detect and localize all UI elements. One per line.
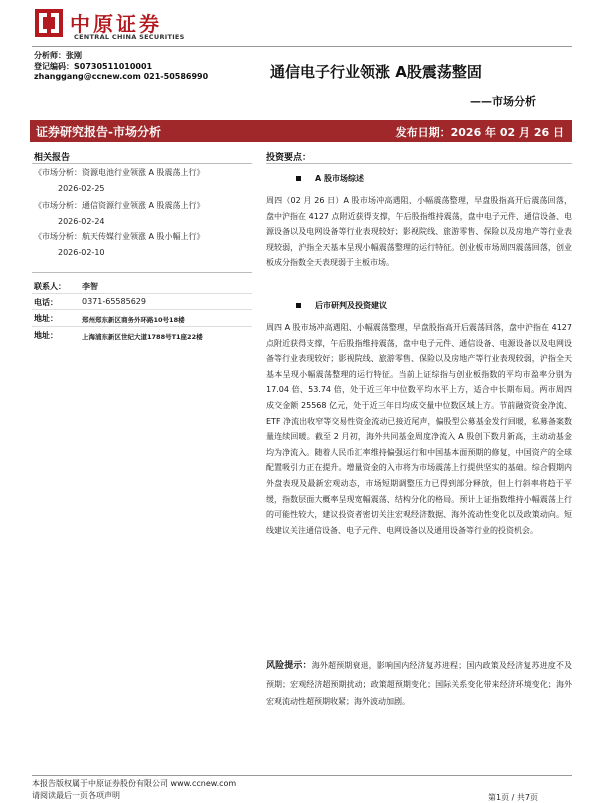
section2-title: 后市研判及投资建议 [315, 301, 387, 310]
report-subtitle: ——市场分析 [470, 95, 536, 108]
section-heading [296, 173, 364, 184]
square-bullet-icon [296, 303, 301, 308]
related-report-title: 《市场分析：航天传媒行业领涨 A 股小幅上行》 [34, 232, 205, 241]
header-divider [32, 46, 572, 47]
contact-row-divider [32, 309, 252, 310]
related-report-title: 《市场分析：通信资源行业领涨 A 股震荡上行》 [34, 201, 205, 210]
report-type: 证券研究报告-市场分析 [36, 125, 161, 139]
contact-address-shanghai: 上海浦东新区世纪大道1788号T1座22楼 [82, 333, 203, 341]
outlook-paragraph: 周四 A 股市场冲高遇阻、小幅震荡整理，早盘股指高开后震荡回落，盘中沪指在 4127 点附近获得支撑，午后股指维持震荡，盘中电子元件、通信设备、电源设备以及电网设备等行业表现较好；影视院线、旅游零售、保险以及房地产等行业表现较弱，沪指全天基本呈现小幅震荡整理的运行特征。当前上证综指与创业板指数的平均市盈率分别为 17.04 倍、53.74 倍，处于近三年中位数平均水平上方，适合中长期布局。两市周四成交金额 25568 亿元，处于近三年日均成交量中位数区域上方。节前融资资金净流、ETF 净流出收窄等交易性资金流动已接近尾声，偏股型公募基金发行回暖，私募备案数量连续回暖。截至 2 月初，海外共同基金周度净流入 A 股创下数月新高，主动动基金均为净流入。随着人民币汇率维持偏强运行和中国基本面预期的修复，中国资产的全球配置吸引力正在提升。增量资金的入市将为市场震荡上行提供坚实的基础。综合假期内外盘表现及最新宏观动态，市场短期调整压力已得到部分释放，但上行斜率将趋于平缓，指数层面大概率呈现宽幅震荡、结构分化的格局。预计上证指数维持小幅震荡上行的可能性较大，建议投资者密切关注宏观经济数据、海外流动性变化以及政策动向。短线建议关注通信设备、电子元件、电网设备以及通用设备等行业的投资机会。 [266, 323, 572, 535]
contact-person-label: 联系人： [34, 282, 66, 291]
related-report-item[interactable] [34, 229, 249, 261]
related-report-date: 2026-02-25 [58, 184, 105, 193]
related-reports-title: 相关报告 [34, 153, 71, 163]
disclaimer-notice: 请阅读最后一页各项声明 [32, 791, 120, 800]
copyright-notice: 本报告版权属于中原证券股份有限公司 www.ccnew.com [32, 779, 237, 788]
market-summary-paragraph: 周四（02 月 26 日）A 股市场冲高遇阻、小幅震荡整理，早盘股指高开后震荡回落，盘中沪指在 4127 点附近获得支撑，午后股指维持震荡，盘中电子元件、通信设备、电源设备以及电网设备等行业表现较好；影视院线、旅游零售、保险以及房地产等行业表现较弱，沪指全天基本呈现小幅震荡整理的运行特征。创业板市场周四震荡回落，创业板成分指数全天表现弱于主板市场。 [266, 196, 572, 268]
risk-warning [266, 657, 572, 711]
logo-english-text: CENTRAL CHINA SECURITIES [74, 33, 185, 41]
analyst-name: 分析师：张刚 [34, 51, 82, 60]
investment-highlights-title: 投资要点： [266, 153, 312, 163]
contact-row-divider [32, 326, 252, 327]
report-banner [30, 120, 572, 142]
contact-phone: 0371-65585629 [82, 297, 146, 306]
related-report-item[interactable] [34, 198, 249, 230]
publish-date: 发布日期：2026 年 02 月 26 日 [395, 126, 564, 139]
risk-label: 风险提示： [266, 661, 312, 671]
logo-chinese-text: 中原证券 [70, 12, 162, 36]
logo-mark-icon [34, 8, 64, 38]
section-heading [296, 300, 387, 311]
address-label: 地址： [34, 314, 58, 323]
related-report-item[interactable] [34, 165, 249, 197]
risk-text: 海外超预期衰退，影响国内经济复苏进程；国内政策及经济复苏进度不及预期；宏观经济超预期扰动；政策超预期变化；国际关系变化带来经济环境变化；海外宏观流动性超预期收紧；海外波动加剧。 [266, 661, 572, 706]
registration-code: 登记编码：S0730511010001 [34, 62, 153, 71]
contact-address-zhengzhou: 郑州郑东新区商务外环路10号18楼 [82, 316, 185, 324]
square-bullet-icon [296, 176, 301, 181]
page-number: 第1页 / 共7页 [488, 793, 538, 802]
related-report-title: 《市场分析：资源电池行业领涨 A 股震荡上行》 [34, 168, 205, 177]
contact-row-divider [32, 293, 252, 294]
section1-title: A 股市场综述 [315, 174, 364, 183]
related-reports-divider [32, 163, 252, 164]
analyst-contact: zhanggang@ccnew.com 021-50586990 [34, 72, 209, 81]
contact-divider [32, 272, 252, 273]
report-title: 通信电子行业领涨 A股震荡整固 [270, 63, 482, 81]
company-logo [34, 6, 186, 42]
related-report-date: 2026-02-10 [58, 248, 105, 257]
highlights-divider [266, 163, 572, 164]
related-report-date: 2026-02-24 [58, 217, 105, 226]
phone-label: 电话： [34, 298, 58, 307]
address2-label: 地址： [34, 331, 58, 340]
footer-divider [32, 775, 572, 776]
contact-person: 李智 [82, 282, 98, 291]
